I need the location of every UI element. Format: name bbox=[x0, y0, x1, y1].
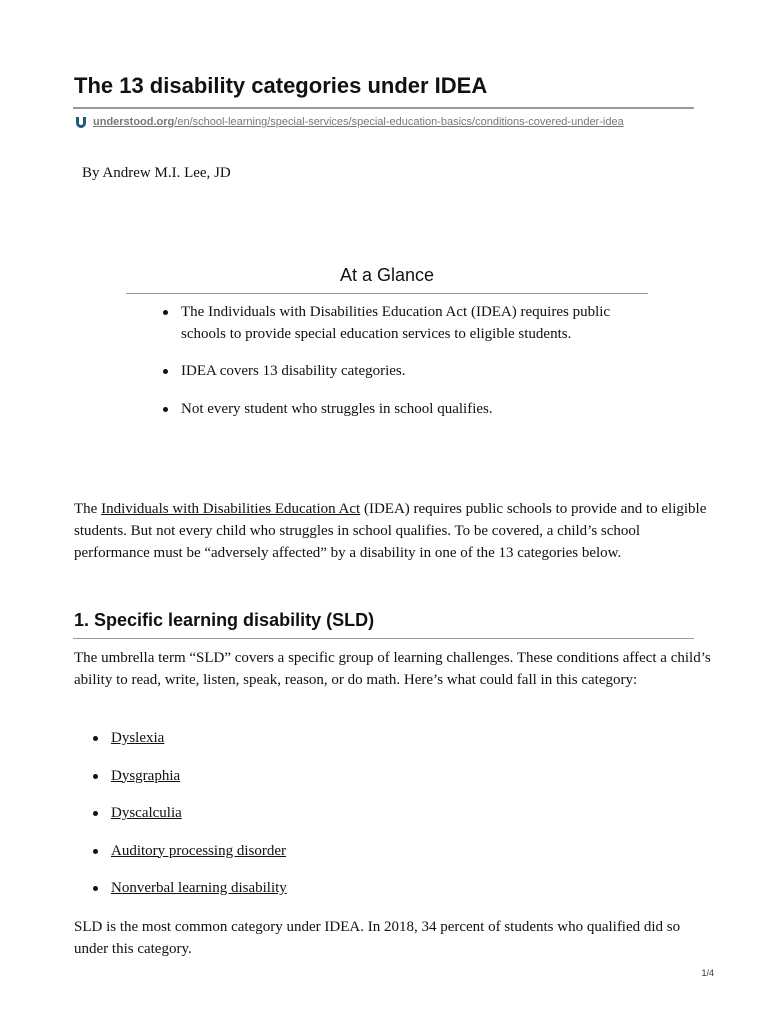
dysgraphia-link[interactable]: Dysgraphia bbox=[111, 767, 181, 784]
source-path: /en/school-learning/special-services/special-education-basics/conditions-covered-under-idea bbox=[174, 116, 624, 128]
page-number: 1/4 bbox=[701, 968, 714, 978]
bullet-icon bbox=[93, 774, 98, 779]
title-divider bbox=[73, 107, 694, 109]
bullet-icon bbox=[93, 736, 98, 741]
intro-paragraph bbox=[74, 498, 714, 564]
bullet-icon bbox=[163, 369, 168, 374]
sld-closing-paragraph: SLD is the most common category under IDEA. In 2018, 34 percent of students who qualified did so under this category. bbox=[74, 919, 681, 957]
list-item bbox=[93, 803, 493, 825]
sld-description: The umbrella term “SLD” covers a specific group of learning challenges. These conditions affect a child’s ability to read, write, listen, speak, reason, or do math. Here’s what could fall in this category: bbox=[74, 650, 711, 688]
document-title: The 13 disability categories under IDEA bbox=[74, 73, 488, 98]
dyslexia-link[interactable]: Dyslexia bbox=[111, 730, 165, 746]
auditory-processing-disorder-link[interactable]: Auditory processing disorder bbox=[111, 842, 286, 859]
nonverbal-learning-disability-link[interactable]: Nonverbal learning disability bbox=[111, 880, 287, 896]
list-item-text: Not every student who struggles in school qualifies. bbox=[181, 400, 493, 417]
understood-logo-icon bbox=[74, 115, 88, 129]
section-divider bbox=[73, 638, 694, 639]
list-item-text: IDEA covers 13 disability categories. bbox=[181, 363, 406, 379]
bullet-icon bbox=[163, 310, 168, 315]
intro-prefix: The bbox=[74, 501, 102, 517]
list-item bbox=[163, 361, 633, 383]
author-byline: By Andrew M.I. Lee, JD bbox=[82, 165, 231, 181]
list-item bbox=[93, 841, 493, 863]
bullet-icon bbox=[93, 811, 98, 816]
list-item-text: The Individuals with Disabilities Education Act (IDEA) requires public schools to provide special education services to eligible students. bbox=[181, 304, 611, 342]
intro-suffix: (IDEA) requires public schools to provide and to eligible students. But not every child who struggles in school qualifies. To be covered, a child’s school performance must be “adversely affected” by a disability in one of the 13 categories below. bbox=[74, 501, 707, 561]
sld-conditions-list bbox=[93, 728, 493, 916]
at-a-glance-divider bbox=[126, 293, 648, 294]
at-a-glance-heading: At a Glance bbox=[339, 265, 435, 285]
list-item bbox=[163, 399, 633, 421]
list-item bbox=[93, 728, 493, 750]
list-item bbox=[163, 302, 633, 345]
section-heading-sld: 1. Specific learning disability (SLD) bbox=[74, 610, 375, 630]
source-url bbox=[74, 114, 624, 130]
bullet-icon bbox=[93, 886, 98, 891]
at-a-glance-list bbox=[163, 302, 633, 436]
list-item bbox=[93, 878, 493, 900]
source-link[interactable] bbox=[93, 116, 624, 128]
source-domain: understood.org bbox=[93, 116, 175, 128]
idea-act-link[interactable]: Individuals with Disabilities Education Act bbox=[101, 501, 361, 517]
bullet-icon bbox=[163, 407, 168, 412]
list-item bbox=[93, 766, 493, 788]
dyscalculia-link[interactable]: Dyscalculia bbox=[111, 805, 182, 821]
bullet-icon bbox=[93, 849, 98, 854]
